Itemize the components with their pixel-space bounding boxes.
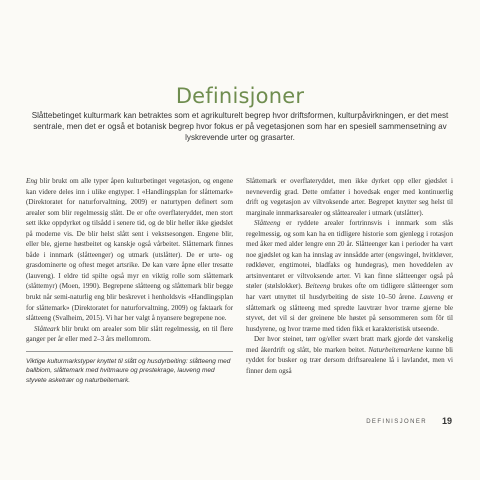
- page-title: Definisjoner: [175, 84, 305, 108]
- term-eng: Eng: [26, 177, 38, 185]
- term-beiteeng: Beiteeng: [305, 282, 331, 291]
- left-paragraph-eng: [26, 176, 233, 324]
- right-paragraph-naturbeite-text-b: kunne bli ryddet for busker og trær dersom driftsarealene lå i lavlandet, men vi finner dem også: [246, 345, 454, 375]
- right-paragraph-slatteeng: [246, 218, 453, 334]
- term-naturbeitemarkene: Naturbeitemarkene: [368, 345, 424, 354]
- right-paragraph-naturbeite: [246, 334, 453, 376]
- image-caption: Viktige kulturmarkstyper knyttet til slått og husdyrbeiting: slåtteeng med ballbiom, slåttemark med hvitmaure og prestekrage, lauveng med styvete asketrær og naturbeitemark.: [26, 351, 233, 385]
- left-column: [26, 176, 233, 385]
- left-paragraph-slatteark: [26, 324, 233, 345]
- right-paragraph-lauveng-text: er slåttemark og slåtteeng med spredte lauvtrær hvor trærne gjerne ble styvet, det vil si der greinene ble høstet på sensommeren som fôr til husdyrene, og hvor trærne med tiden fikk et karakteristisk utseende.: [246, 293, 453, 333]
- term-slatteark: Slåtteark: [34, 324, 60, 333]
- term-slatteeng: Slåtteeng: [254, 219, 281, 228]
- intro-paragraph: Slåttebetinget kulturmark kan betraktes som et agrikulturelt begrep hvor driftsformen, kulturpåvirkningen, er det mest sentrale, men det er også et botanisk begrep hvor fokus er på vegetasjonen som har en spesiell sammensetning av lyskrevende urter og grasarter.: [31, 111, 449, 142]
- page-number: 19: [441, 416, 452, 426]
- left-paragraph-slatteark-text: blir brukt om arealer som blir slått regelmessig, en til flere ganger per år eller med 2–3 års mellomrom.: [26, 324, 233, 344]
- term-lauveng: Lauveng: [419, 293, 445, 302]
- right-paragraph-slatteeng-text: er ryddete arealer fortrinnsvis i innmark som slås regelmessig, og som kan ha en tidligere historie som gjenlegg i rotasjon med åker med alder lengre enn 20 år. Slåtteenger kan i perioder ha vært noe gjødslet og kan ha innslag av innsådde arter (engsvingel, hvitkløver, rødkløver, engtimotei, bladfaks og hundegras), men hoveddelen av artsinventaret er viltvoksende arter. Vi kan finne slåtteenger også på støler (stølslokker).: [246, 219, 453, 291]
- footer-section-label: DEFINISJONER: [366, 419, 427, 425]
- right-column: [246, 176, 453, 376]
- right-paragraph-naturbeite-text: Der hvor steinet, tørr og/eller svært bratt mark gjorde det vanskelig med åkerdrift og slått, ble marken beitet.: [246, 335, 453, 354]
- left-paragraph-eng-text: blir brukt om alle typer åpen kulturbetinget vegetasjon, og engene kan videre deles inn i ulike engtyper. I «Handlingsplan for slåttemark» (Direktoratet for naturforvaltning, 2009) er naturtypen definert som arealer som blir regelmessig slått. De er ofte overflateryddet, men stort sett ikke oppdyrket og tilsådd i senere tid, og de blir heller ikke gjødslet på moderne vis. De blir helst slått sent i vekstsesongen. Engene blir, eller ble, gjerne høstbeitet og kanskje også vårbeitet. Slåttemark finnes både i innmark (slåtteenger) og utmark (utslåtter). De er urte- og grasdominerte og oftest meget artsrike. De kan være åpne eller tresatte (lauveng). I eldre tid spilte også myr en viktig rolle som slåttemark (slåttemyr) (Moen, 1990). Begrepene slåtteeng og slåttemark blir begge brukt når semi-naturlig eng blir beskrevet i henholdsvis «Handlingsplan for slåttemark» (Direktoratet for naturforvaltning, 2009) og faktaark for slåtteeng (Svalheim, 2015). Vi har her valgt å nyansere begrepene noe.: [26, 177, 233, 323]
- right-paragraph-slattemark: Slåttemark er overflateryddet, men ikke dyrket opp eller gjødslet i nevneverdig grad. Dette omfatter i hovedsak enger med kontinuerlig drift og vegetasjon av viltvoksende arter. Begrepet knytter seg helst til marginale innmarksarealer og slåttearealer i utmark (utslåtter).: [246, 177, 453, 217]
- right-paragraph-beiteeng-text: brukes ofte om tidligere slåtteenger som har vært utnyttet til husdyrbeiting de siste 10–50 årene.: [246, 282, 453, 302]
